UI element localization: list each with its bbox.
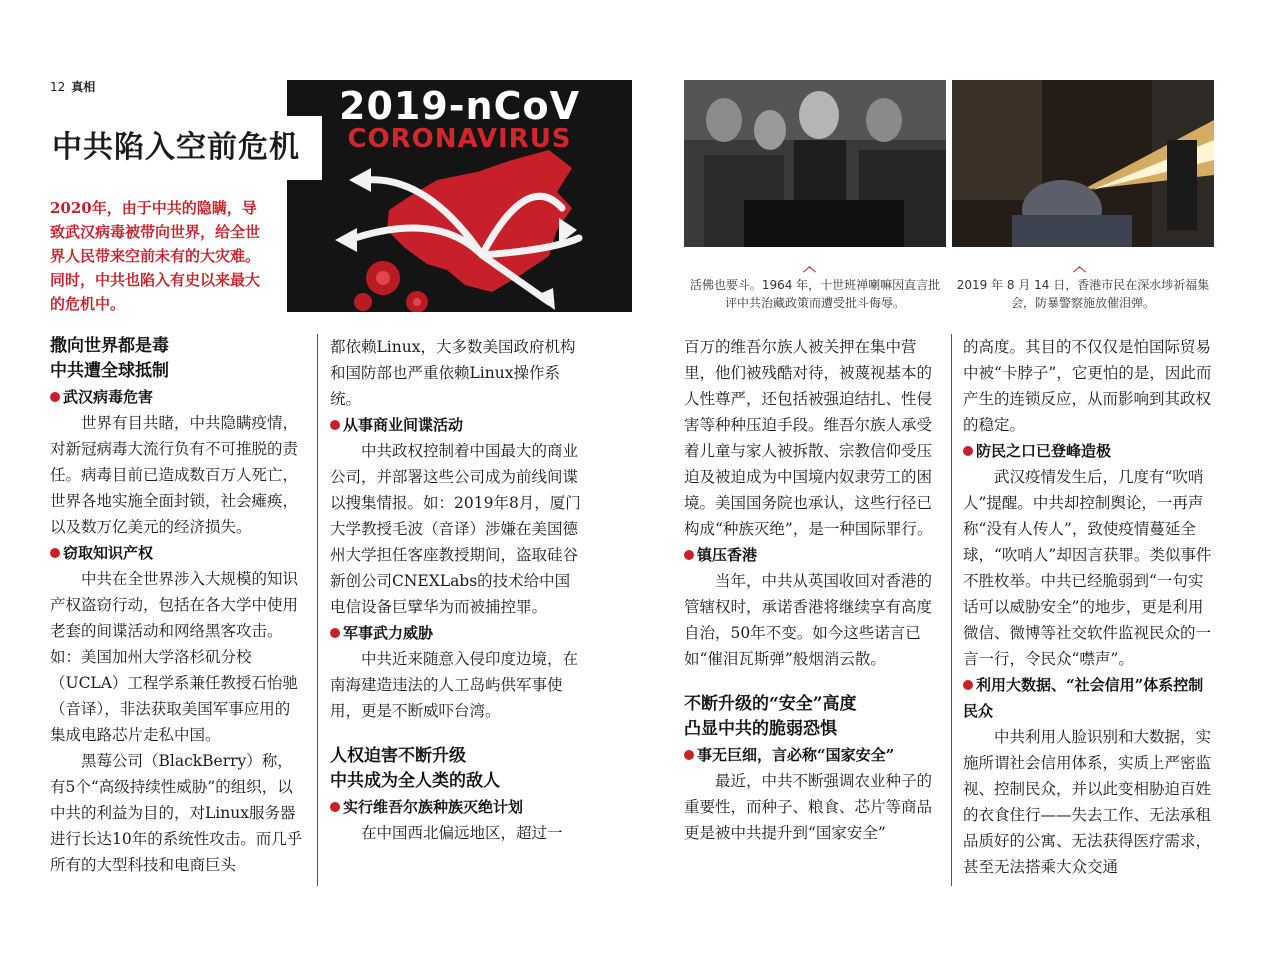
caption-arrow-icon: ︿ [803,260,817,275]
graphic-title: 2019-nCoV [339,84,580,128]
bullet-dot-icon [684,750,694,760]
section-heading: 撒向世界都是毒 中共遭全球抵制 [50,336,169,381]
struggle-session-photo-icon [684,80,946,247]
subheading: 窃取知识产权 [50,540,304,566]
paragraph: 武汉疫情发生后，几度有“吹哨人”提醒。中共却控制舆论，一再声称“没有人传人”，致使疫情蔓延全球，“吹哨人”却因言获罪。类似事件不胜枚举。中共已经脆弱到“一句实话可以威胁安全”的地步，更是利用微信、微博等社交软件监视民众的一言一行，令民众“噤声”。 [963,468,1212,668]
photo-caption-1: 活佛也要斗。1964 年，十世班禅喇嘛因直言批评中共治藏政策而遭受批斗侮辱。 [689,278,941,310]
photo-panchen-lama [684,80,946,247]
bullet-dot-icon [50,548,60,558]
subheading: 事无巨细，言必称“国家安全” [684,742,938,768]
intro-paragraph: 2020年，由于中共的隐瞒，导致武汉病毒被带向世界，给全世界人民带来空前未有的大灾难。同时，中共也陷入有史以来最大的危机中。 [50,199,261,313]
paragraph: 当年，中共从英国收回对香港的管辖权时，承诺香港将继续享有高度自治，50年不变。如今这些诺言已如“催泪瓦斯弹”般烟消云散。 [684,572,933,668]
bullet-dot-icon [50,392,60,402]
paragraph: 在中国西北偏远地区，超过一 [361,824,563,842]
paragraph: 中共利用人脸识别和大数据，实施所谓社会信用体系，实质上严密监视、控制民众，并以此变相胁迫百姓的衣食住行——失去工作、无法承租品质好的公寓、无法获得医疗需求，甚至无法搭乘大众交通 [963,728,1212,876]
column-2 [330,334,584,846]
subheading: 实行维吾尔族种族灭绝计划 [330,794,584,820]
column-1 [50,334,304,878]
page-number: 12 [50,80,66,94]
paragraph: 的高度。其目的不仅仅是怕国际贸易中被“卡脖子”，它更怕的是，因此而产生的连锁反应，从而影响到其政权的稳定。 [963,338,1212,434]
page-header [50,78,95,95]
subheading: 防民之口已登峰造极 [963,438,1217,464]
photo-hong-kong-tear-gas [952,80,1214,247]
subheading: 从事商业间谍活动 [330,412,584,438]
paragraph: 百万的维吾尔族人被关押在集中营里，他们被残酷对待，被蔑视基本的人性尊严，还包括被强迫结扎、性侵害等种种压迫手段。维吾尔族人承受着儿童与家人被拆散、宗教信仰受压迫及被迫成为中国境内奴隶劳工的困境。美国国务院也承认，这些行径已构成“种族灭绝”，是一种国际罪行。 [684,338,933,538]
column-3 [684,334,938,846]
column-divider [317,334,318,886]
coronavirus-graphic [287,80,632,312]
caption-arrow-icon: ︿ [1073,260,1087,275]
paragraph: 中共近来随意入侵印度边境，在南海建造违法的人工岛屿供军事使用，更是不断威吓台湾。 [330,650,579,720]
bullet-dot-icon [963,446,973,456]
subheading: 镇压香港 [684,542,938,568]
paragraph: 最近，中共不断强调农业种子的重要性，而种子、粮食、芯片等商品更是被中共提升到“国家安全” [684,772,933,842]
photo-caption-2: 2019 年 8 月 14 日，香港市民在深水埗祈福集会，防暴警察施放催泪弹。 [956,278,1210,310]
section-heading: 人权迫害不断升级 中共成为全人类的敌人 [330,746,500,791]
subheading: 军事武力威胁 [330,620,584,646]
bullet-dot-icon [963,680,973,690]
column-divider [951,334,952,886]
headline: 中共陷入空前危机 [48,116,322,180]
paragraph: 都依赖Linux，大多数美国政府机构和国防部也严重依赖Linux操作系统。 [330,338,576,408]
bullet-dot-icon [330,802,340,812]
subheading: 武汉病毒危害 [50,384,304,410]
column-4 [963,334,1217,880]
paragraph: 世界有目共睹，中共隐瞒疫情，对新冠病毒大流行负有不可推脱的责任。病毒目前已造成数百万人死亡，世界各地实施全面封锁，社会瘫痪，以及数万亿美元的经济损失。 [50,414,299,536]
subheading: 利用大数据、“社会信用”体系控制民众 [963,676,1204,720]
tear-gas-photo-icon [952,80,1214,247]
section-heading: 不断升级的“安全”高度 凸显中共的脆弱恐惧 [684,694,857,739]
paragraph: 黑莓公司（BlackBerry）称，有5个“高级持续性威胁”的组织，以中共的利益为目的，对Linux服务器进行长达10年的系统性攻击。而几乎所有的大型科技和电商巨头 [50,752,303,874]
bullet-dot-icon [330,420,340,430]
bullet-dot-icon [330,628,340,638]
paragraph: 中共在全世界涉入大规模的知识产权盗窃行动，包括在各大学中使用老套的间谍活动和网络黑客攻击。如：美国加州大学洛杉矶分校（UCLA）工程学系兼任教授石怡驰（音译），非法获取美国军事应用的集成电路芯片走私中国。 [50,570,299,744]
section-name: 真相 [71,80,96,94]
graphic-subtitle: CORONAVIRUS [347,124,572,154]
bullet-dot-icon [684,550,694,560]
paragraph: 中共政权控制着中国最大的商业公司，并部署这些公司成为前线间谍以搜集情报。如：2019年8月，厦门大学教授毛波（音译）涉嫌在美国德州大学担任客座教授期间，盗取硅谷新创公司CNEXLabs的技术给中国电信设备巨擘华为而被捕控罪。 [330,442,581,616]
